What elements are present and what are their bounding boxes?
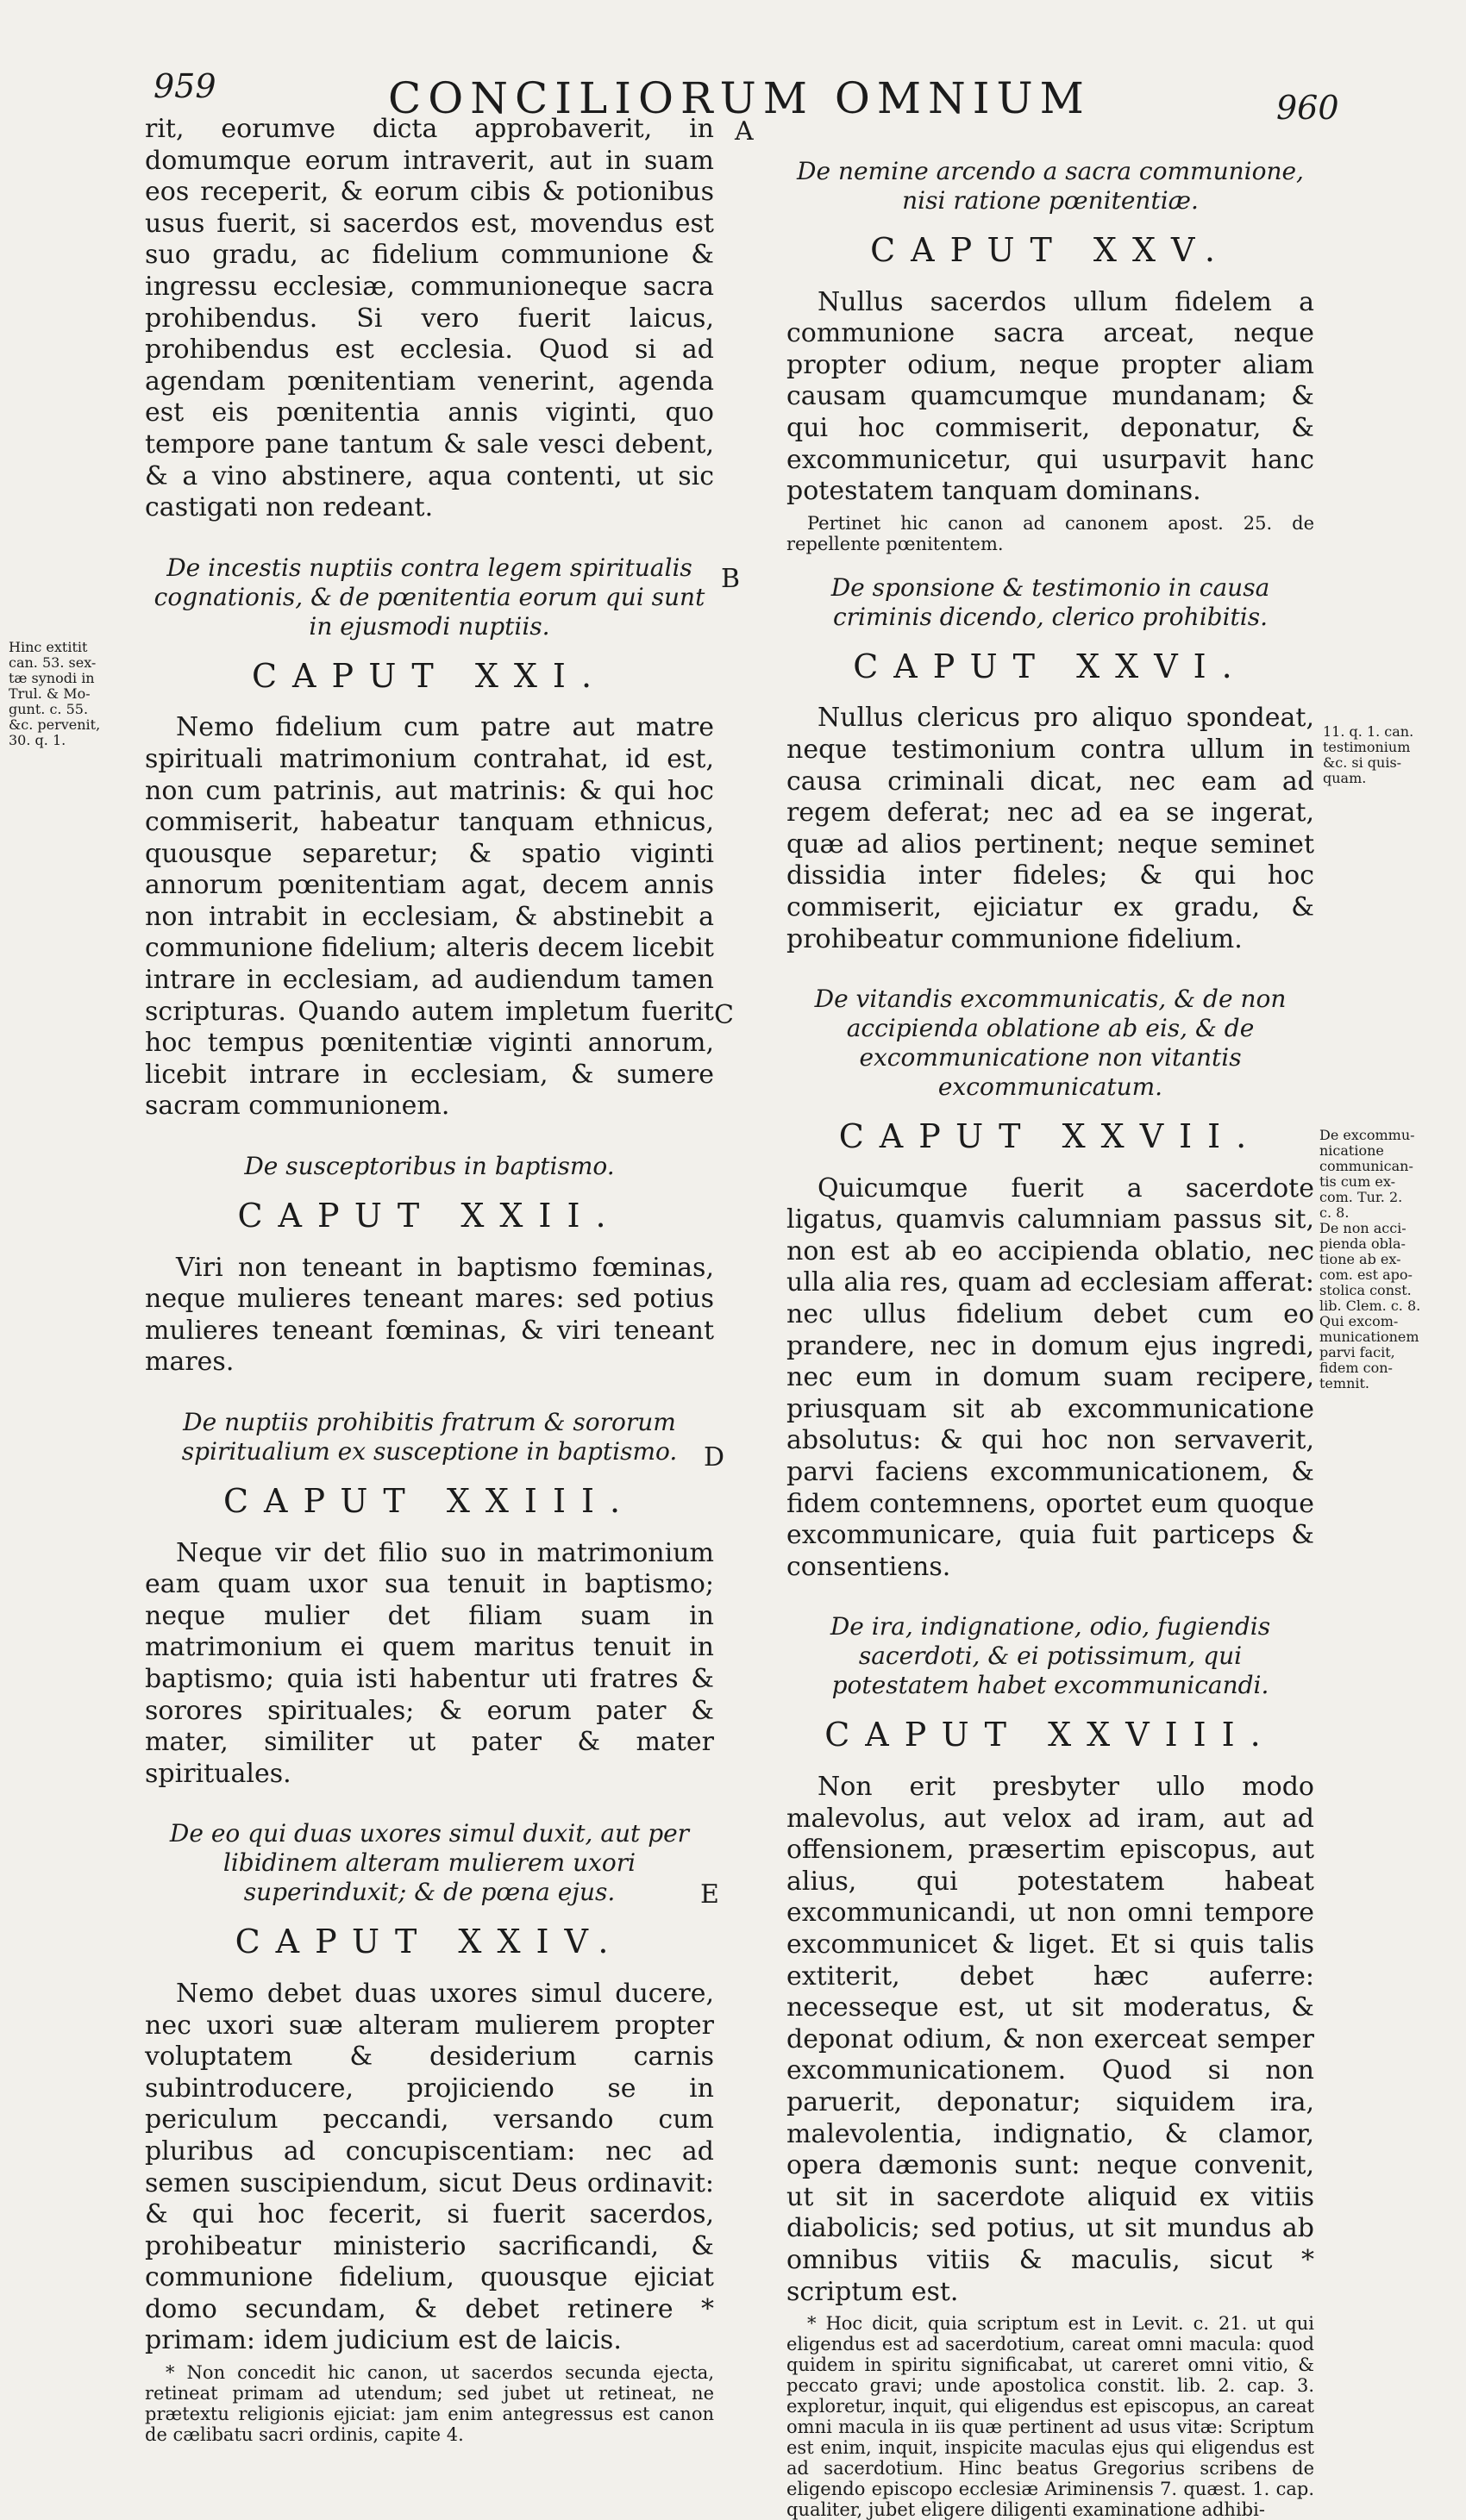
margin-line: tione ab ex- — [1319, 1251, 1401, 1267]
running-title: CONCILIORUM OMNIUM — [388, 73, 1091, 123]
chapter-rubric-25: De nemine arcendo a sacra communione, nisi ratione pœnitentiæ. — [797, 157, 1304, 215]
footnote-28: * Hoc dicit, quia scriptum est in Levit. c. 21. ut qui eligendus est ad sacerdotium, careat omni macula: quod quidem in spiritu significabat, ut careret omni vitio, & peccato gravi; unde apostolica constit. lib. 2. cap. 3. exploretur, inquit, qui eligendus est episcopus, an careat omni macula in iis quæ pertinent ad usus vitæ: Scriptum est enim, inquit, inspicite maculas ejus qui eligendus est ad sacerdotium. Hinc beatus Gregorius scribens de eligendo episcopo ecclesiæ Ariminensis 7. quæst. 1. cap. qualiter, jubet eligere diligenti examinatione adhibi- — [786, 2313, 1314, 2520]
chapter-heading-22: CAPUT XXII. — [237, 1197, 622, 1235]
margin-line: testimonium — [1323, 739, 1411, 755]
margin-line: parvi facit, — [1319, 1344, 1395, 1360]
section-letter-a: A — [735, 116, 754, 147]
chapter-rubric-22: De susceptoribus in baptismo. — [244, 1152, 615, 1181]
chapter-heading-21: CAPUT XXI. — [251, 656, 608, 695]
chapter-text-21: Nemo fidelium cum patre aut matre spirituali matrimonium contrahat, id est, non cum patrinis, aut matrinis: & qui hoc commiserit, habeatur tanquam ethnicus, quousque separetur; & spatio viginti annorum pœnitentiam agat, decem annis non intrabit in ecclesiam, & abstinebit a communione fidelium; alteris decem licebit intrare in ecclesiam, ad audiendum tamen scripturas. Quando autem impletum fuerit hoc tempus pœnitentiæ viginti annorum, licebit intrare in ecclesiam, & sumere sacram communionem. — [145, 712, 714, 1122]
margin-line: quam. — [1323, 770, 1367, 786]
margin-line: De excommu- — [1319, 1127, 1415, 1143]
margin-line: pienda obla- — [1319, 1235, 1406, 1252]
chapter-text-27: Quicumque fuerit a sacerdote ligatus, quamvis calumniam passus sit, non est ab eo accipienda oblatio, nec ulla alia res, quam ad ecclesiam afferat: nec ullus fidelium debet cum eo prandere, nec in domum ejus ingredi, nec eum in domum suam recipere, priusquam sit ab excommunicatione absolutus: & qui hoc non servaverit, parvi faciens excommunicationem, & fidem contemnens, oportet eum quoque excommunicare, quia fuit particeps & consentiens. — [786, 1172, 1314, 1582]
footnote-25: Pertinet hic canon ad canonem apost. 25. de repellente pœnitentem. — [786, 512, 1314, 554]
section-letter-b: B — [721, 564, 741, 594]
chapter-text-25: Nullus sacerdos ullum fidelem a communione sacra arceat, neque propter odium, neque propter aliam causam quamcumque mundanam; & qui hoc commiserit, deponatur, & excommunicetur, qui usurpavit hanc potestatem tanquam dominans. — [786, 286, 1314, 507]
margin-note-left — [9, 640, 138, 748]
chapter-heading-28: CAPUT XXVIII. — [824, 1716, 1276, 1754]
margin-line: Hinc extitit — [9, 639, 88, 655]
chapter-text-26: Nullus clericus pro aliquo spondeat, neque testimonium contra ullum in causa criminali dicat, nec eam ad regem deferat; nec ad ea se ingerat, quæ ad alios pertinent; neque seminet dissidia inter fideles; & qui hoc commiserit, ejiciatur ex gradu, & prohibeatur communione fidelium. — [786, 703, 1314, 954]
margin-line: &c. si quis- — [1323, 754, 1402, 771]
footnote-24: * Non concedit hic canon, ut sacerdos secunda ejecta, retineat primam ad utendum; sed jubet ut retineat, ne prætextu religionis ejiciat: jam enim antegressus est canon de cælibatu sacri ordinis, capite 4. — [145, 2362, 714, 2446]
margin-line: gunt. c. 55. — [9, 701, 89, 717]
margin-line: nicatione — [1319, 1142, 1384, 1159]
chapter-text-23: Neque vir det filio suo in matrimonium eam quam uxor sua tenuit in baptismo; neque mulier det filiam suam in matrimonium ei quem maritus tenuit in baptismo; quia isti habentur uti fratres & sorores spirituales; & eorum pater & mater, similiter ut pater & mater spirituales. — [145, 1537, 714, 1789]
margin-line: temnit. — [1319, 1375, 1370, 1391]
chapter-rubric-21: De incestis nuptiis contra legem spiritualis cognationis, & de pœnitentia eorum qui sunt in ejusmodi nuptiis. — [153, 553, 705, 641]
chapter-rubric-26: De sponsione & testimonio in causa criminis dicendo, clerico prohibitis. — [830, 572, 1270, 631]
page-number-left: 959 — [153, 67, 216, 105]
right-column — [786, 157, 1314, 2520]
margin-line: tæ synodi in — [9, 670, 95, 686]
margin-note-right-27 — [1319, 1128, 1457, 1391]
chapter-heading-23: CAPUT XXIII. — [222, 1482, 636, 1520]
chapter-heading-24: CAPUT XXIV. — [235, 1923, 624, 1961]
chapter-text-28: Non erit presbyter ullo modo malevolus, aut velox ad iram, aut ad offensionem, præsertim episcopus, aut alius, qui potestatem habeat excommunicandi, ut non omni tempore excommunicet & liget. Et si quis talis extiterit, debet hæc auferre: necesseque est, ut sit moderatus, & deponat odium, & non exerceat semper excommunicationem. Quod si non paruerit, deponatur; siquidem ira, malevolentia, indignatio, & clamor, opera dæmonis sunt: neque convenit, ut sit in sacerdote aliquid ex vitiis diabolicis; sed potius, ut sit mundus ab omnibus vitiis & maculis, sicut * scriptum est. — [786, 1772, 1314, 2307]
chapter-text-24: Nemo debet duas uxores simul ducere, nec uxori suæ alteram mulierem propter voluptatem & desiderium carnis subintroducere, projiciendo se in periculum peccandi, versando cum pluribus ad concupiscentiam: nec ad semen suscipiendum, sicut Deus ordinavit: & qui hoc fecerit, si fuerit sacerdos, prohibeatur ministerio sacrificandi, & communione fidelium, quousque ejiciat domo secundam, & debet retinere * primam: idem judicium est de laicis. — [145, 1978, 714, 2356]
margin-line: &c. pervenit, — [9, 716, 101, 733]
chapter-rubric-28: De ira, indignatione, odio, fugiendis sacerdoti, & ei potissimum, qui potestatem habet excommunicandi. — [830, 1612, 1271, 1700]
margin-line: lib. Clem. c. 8. — [1319, 1298, 1421, 1314]
margin-line: 30. q. 1. — [9, 732, 66, 748]
margin-line: com. est apo- — [1319, 1266, 1413, 1283]
page-number-right: 960 — [1276, 89, 1339, 127]
chapter-rubric-24: De eo qui duas uxores simul duxit, aut per libidinem alteram mulierem uxori superinduxit; & de pœna ejus. — [169, 1819, 690, 1907]
chapter-heading-26: CAPUT XXVI. — [853, 647, 1248, 685]
chapter-rubric-27: De vitandis excommunicatis, & de non accipienda oblatione ab eis, & de excommunicatione non vitantis excommunicatum. — [814, 985, 1287, 1102]
chapter-rubric-23: De nuptiis prohibitis fratrum & sororum spiritualium ex susceptione in baptismo. — [181, 1408, 678, 1466]
chapter-text-22: Viri non teneant in baptismo fœminas, neque mulieres teneant mares: sed potius mulieres teneant fœminas, & viri teneant mares. — [145, 1252, 714, 1378]
chapter-heading-27: CAPUT XXVII. — [838, 1117, 1262, 1156]
margin-note-right-26 — [1323, 724, 1452, 786]
margin-line: stolica const. — [1319, 1282, 1412, 1298]
margin-line: communican- — [1319, 1158, 1413, 1174]
margin-line: com. Tur. 2. — [1319, 1189, 1403, 1205]
chapter-heading-25: CAPUT XXV. — [870, 231, 1231, 269]
margin-line: Qui excom- — [1319, 1313, 1399, 1329]
margin-line: tis cum ex- — [1319, 1173, 1395, 1190]
margin-line: De non acci- — [1319, 1220, 1406, 1236]
margin-line: can. 53. sex- — [9, 654, 97, 671]
section-letter-e: E — [700, 1879, 719, 1910]
margin-line: 11. q. 1. can. — [1323, 723, 1414, 740]
margin-line: Trul. & Mo- — [9, 685, 91, 702]
left-column — [145, 114, 714, 2445]
margin-line: fidem con- — [1319, 1360, 1393, 1376]
section-letter-d: D — [704, 1442, 725, 1473]
margin-line: c. 8. — [1319, 1204, 1350, 1221]
section-letter-c: C — [714, 1000, 734, 1030]
margin-line: municationem — [1319, 1329, 1419, 1345]
continued-paragraph: rit, eorumve dicta approbaverit, in domumque eorum intraverit, aut in suam eos receperit, & eorum cibis & potionibus usus fuerit, si sacerdos est, movendus est suo gradu, ac fidelium communione & ingressu ecclesiæ, communioneque sacra prohibendus. Si vero fuerit laicus, prohibendus est ecclesia. Quod si ad agendam pœnitentiam venerint, agenda est eis pœnitentia annis viginti, quo tempore pane tantum & sale vesci debent, & a vino abstinere, aqua contenti, ut sic castigati non redeant. — [145, 114, 714, 523]
